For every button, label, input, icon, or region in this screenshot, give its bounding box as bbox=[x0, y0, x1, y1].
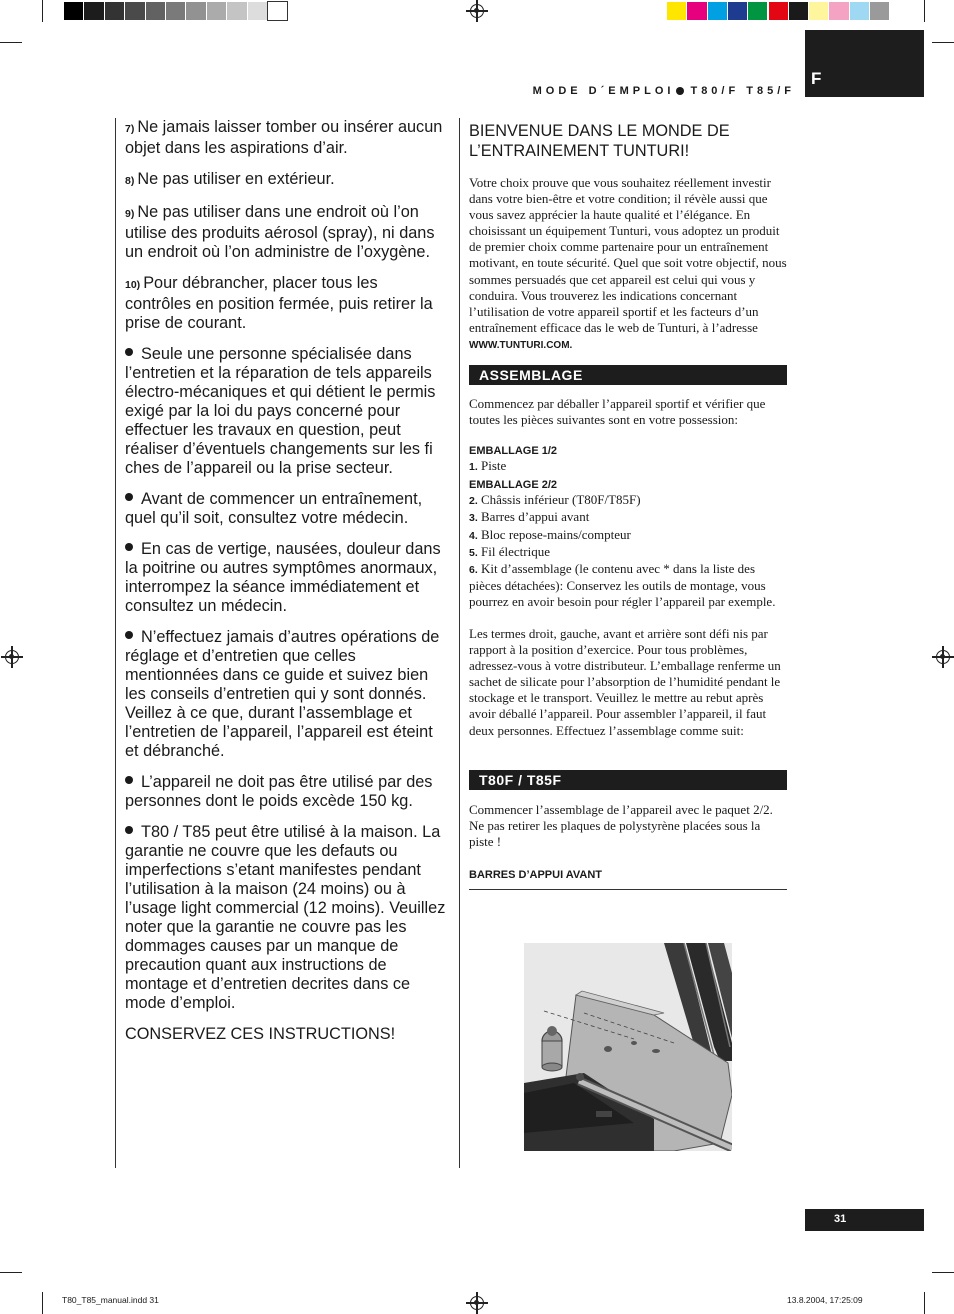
item-text: Pour débrancher, placer tous les contrôles en position fermée, puis retirer la prise de courant. bbox=[125, 274, 433, 332]
section-divider bbox=[469, 889, 787, 890]
calibration-swatch bbox=[227, 2, 246, 20]
part-name: Bloc repose-mains/compteur bbox=[481, 526, 631, 542]
assembly-intro: Commencez par déballer l’appareil sportif et vérifier que toutes les pièces suivantes sont en votre possession: bbox=[469, 396, 766, 428]
welcome-text bbox=[469, 175, 787, 354]
language-code: F bbox=[811, 69, 822, 88]
running-title-right: T80/F T85/F bbox=[690, 85, 795, 97]
bullet-text: N’effectuez jamais d’autres opérations de réglage et d’entretien que celles mentionnées dans ce guide et suivez bien les conseils d’entretien qui y sont donnés. Veillez à ce que, durant l’assemblage et l’entretien de l’appareil, l’appareil est éteint et débranché. bbox=[125, 628, 440, 760]
item-number: 10) bbox=[125, 279, 141, 291]
bullet-icon bbox=[125, 493, 133, 501]
parts-list-item bbox=[469, 458, 787, 475]
model-instruction: Commencer l’assemblage de l’appareil avec le paquet 2/2. bbox=[469, 801, 773, 817]
calibration-swatch bbox=[789, 2, 808, 20]
part-name: Piste bbox=[481, 458, 507, 474]
part-number: 5. bbox=[469, 546, 478, 559]
part-number: 3. bbox=[469, 512, 478, 525]
calibration-swatch bbox=[84, 2, 103, 20]
registration-mark-icon bbox=[470, 4, 484, 18]
calibration-swatch bbox=[64, 2, 83, 20]
item-number: 9) bbox=[125, 208, 135, 220]
bullet-text: Avant de commencer un entraînement, quel qu’il soit, consultez votre médecin. bbox=[125, 490, 423, 527]
part-number: 2. bbox=[469, 495, 478, 508]
bullet-text: Seule une personne spécialisée dans l’entretien et la réparation de tels appareils électro-mécaniques et qui détient le permis exigé par la loi du pays concerné pour effectuer les travaux en question, peut réaliser d’éventuels changements sur les fi ches de l’appareil ou la prise secteur. bbox=[125, 345, 436, 477]
running-title-left: MODE D´EMPLOI bbox=[532, 85, 675, 97]
part-name: Fil électrique bbox=[481, 543, 550, 559]
front-bars-title: BARRES D’APPUI AVANT bbox=[469, 868, 603, 881]
column-rule-left bbox=[115, 118, 116, 1168]
closing-note: CONSERVEZ CES INSTRUCTIONS! bbox=[125, 1025, 396, 1043]
calibration-swatch bbox=[728, 2, 747, 20]
calibration-swatch bbox=[829, 2, 848, 20]
bullet-text: En cas de vertige, nausées, douleur dans la poitrine ou autres symptômes anormaux, interrompez la séance immédiatement et consultez un médecin. bbox=[125, 540, 441, 615]
part-number: 4. bbox=[469, 529, 478, 542]
calibration-swatch bbox=[186, 2, 205, 20]
calibration-swatch bbox=[125, 2, 144, 20]
calibration-swatch bbox=[166, 2, 185, 20]
calibration-swatch bbox=[146, 2, 165, 20]
parts-list-item bbox=[469, 561, 787, 610]
bullet-text: T80 / T85 peut être utilisé à la maison. La garantie ne couvre que les defauts ou imperfections s’etant manifestes pendant l’utilisation à la maison (24 moins) ou à l’usage light commercial (12 moins). Veuillez noter que la garantie ne couvre pas les dommages causes par un manque de precaution quant aux instructions de montage et d’entretien decrites dans ce mode d’emploi. bbox=[125, 823, 446, 1012]
page-number-box bbox=[805, 1209, 924, 1231]
bullet-icon bbox=[125, 826, 133, 834]
front-bars-diagram-icon bbox=[524, 943, 732, 1151]
running-header bbox=[533, 85, 795, 97]
column-rule-middle bbox=[459, 118, 460, 1168]
terms-text: Les termes droit, gauche, avant et arrière sont défi nis par rapport à la position d’exercice. Pour tous problèmes, adressez-vous à votre distributeur. L’emballage renferme un sachet de silicate pour l’absorption de l’humidité pendant le stockage et le transport. Veuillez le mettre au rebut après avoir déballé l’appareil. Pour assembler l’appareil, il faut deux personnes. Effectuez l’assemblage comme suit: bbox=[469, 625, 781, 738]
bullet-item bbox=[125, 490, 447, 528]
crop-mark bbox=[0, 1272, 22, 1273]
calibration-swatch bbox=[850, 2, 869, 20]
package-2-title: EMBALLAGE 2/2 bbox=[469, 479, 558, 492]
parts-list-item bbox=[469, 527, 787, 544]
calibration-swatch bbox=[708, 2, 727, 20]
calibration-swatch bbox=[105, 2, 124, 20]
bullet-item bbox=[125, 773, 447, 811]
numbered-item bbox=[125, 118, 447, 158]
calibration-swatch bbox=[268, 2, 287, 20]
calibration-swatch bbox=[248, 2, 267, 20]
bullet-item bbox=[125, 540, 447, 616]
language-tab bbox=[805, 30, 924, 97]
safety-instructions-column bbox=[125, 118, 447, 1056]
numbered-item bbox=[125, 170, 447, 191]
parts-list-item bbox=[469, 509, 787, 526]
item-number: 7) bbox=[125, 123, 135, 135]
date-slug: 13.8.2004, 17:25:09 bbox=[787, 1295, 863, 1305]
crop-mark bbox=[924, 1292, 925, 1314]
calibration-swatch bbox=[667, 2, 686, 20]
part-number: 6. bbox=[469, 563, 478, 576]
section-bar-assemblage: ASSEMBLAGE bbox=[469, 365, 787, 385]
numbered-item bbox=[125, 203, 447, 262]
bullet-item bbox=[125, 628, 447, 761]
bullet-icon bbox=[125, 348, 133, 356]
page-number: 31 bbox=[834, 1213, 847, 1225]
calibration-swatch bbox=[769, 2, 788, 20]
welcome-body: Votre choix prouve que vous souhaitez réellement investir dans votre bien-être et votre condition; il révèle aussi que vous savez apprécier la haute qualité et l’élégance. En choisissant un équipement Tunturi, vous adoptez un produit de premier choix comme partenaire pour un entraînement motivant, en toute sécurité. Quel que soit votre objectif, nous sommes persuadés que cet appareil est celui qui vous y conduira. Vous trouverez les indications concernant l’utilisation de votre appareil sportif et les facteurs d’un entraînement efficace das le web de Tunturi, à l’adresse bbox=[469, 175, 787, 335]
bullet-icon bbox=[125, 776, 133, 784]
registration-mark-icon bbox=[5, 650, 19, 664]
calibration-swatch bbox=[870, 2, 889, 20]
registration-mark-icon bbox=[470, 1296, 484, 1310]
parts-list-item bbox=[469, 544, 787, 561]
numbered-item bbox=[125, 274, 447, 333]
part-name: Kit d’assemblage (le contenu avec * dans la liste des pièces détachées): Conservez les outils de montage, vous pourrez en avoir besoin pour régler l’appareil par exemple. bbox=[469, 560, 776, 609]
crop-mark bbox=[42, 0, 43, 22]
crop-mark bbox=[924, 0, 925, 22]
part-name: Barres d’appui avant bbox=[481, 509, 590, 525]
file-slug: T80_T85_manual.indd 31 bbox=[62, 1295, 159, 1305]
bullet-item bbox=[125, 823, 447, 1013]
part-number: 1. bbox=[469, 461, 478, 474]
model-instruction: Ne pas retirer les plaques de polystyrène placées sous la piste ! bbox=[469, 817, 761, 849]
crop-mark bbox=[42, 1292, 43, 1314]
calibration-swatch bbox=[687, 2, 706, 20]
assembly-column bbox=[469, 122, 787, 890]
registration-mark-icon bbox=[936, 650, 950, 664]
welcome-title: BIENVENUE DANS LE MONDE DE L’ENTRAINEMENT TUNTURI! bbox=[469, 122, 730, 160]
crop-mark bbox=[932, 42, 954, 43]
bullet-item bbox=[125, 345, 447, 478]
item-number: 8) bbox=[125, 175, 135, 187]
calibration-swatch bbox=[207, 2, 226, 20]
crop-mark bbox=[932, 1272, 954, 1273]
part-name: Châssis inférieur (T80F/T85F) bbox=[481, 492, 641, 508]
package-1-title: EMBALLAGE 1/2 bbox=[469, 445, 558, 458]
item-text: Ne jamais laisser tomber ou insérer aucun objet dans les aspirations d’air. bbox=[125, 118, 443, 157]
calibration-swatch bbox=[809, 2, 828, 20]
section-bar-model: T80F / T85F bbox=[469, 770, 787, 790]
parts-list-item bbox=[469, 492, 787, 509]
bullet-icon bbox=[125, 631, 133, 639]
bullet-icon bbox=[125, 543, 133, 551]
website-link[interactable]: WWW.TUNTURI.COM. bbox=[469, 339, 573, 351]
bullet-icon bbox=[676, 87, 684, 95]
item-text: Ne pas utiliser dans une endroit où l’on utilise des produits aérosol (spray), ni dans un endroit où l’on administre de l’oxygène. bbox=[125, 203, 435, 261]
assembly-illustration bbox=[524, 943, 732, 1151]
item-text: Ne pas utiliser en extérieur. bbox=[137, 170, 335, 188]
calibration-swatch bbox=[748, 2, 767, 20]
bullet-text: L’appareil ne doit pas être utilisé par des personnes dont le poids excède 150 kg. bbox=[125, 773, 433, 810]
crop-mark bbox=[0, 42, 22, 43]
